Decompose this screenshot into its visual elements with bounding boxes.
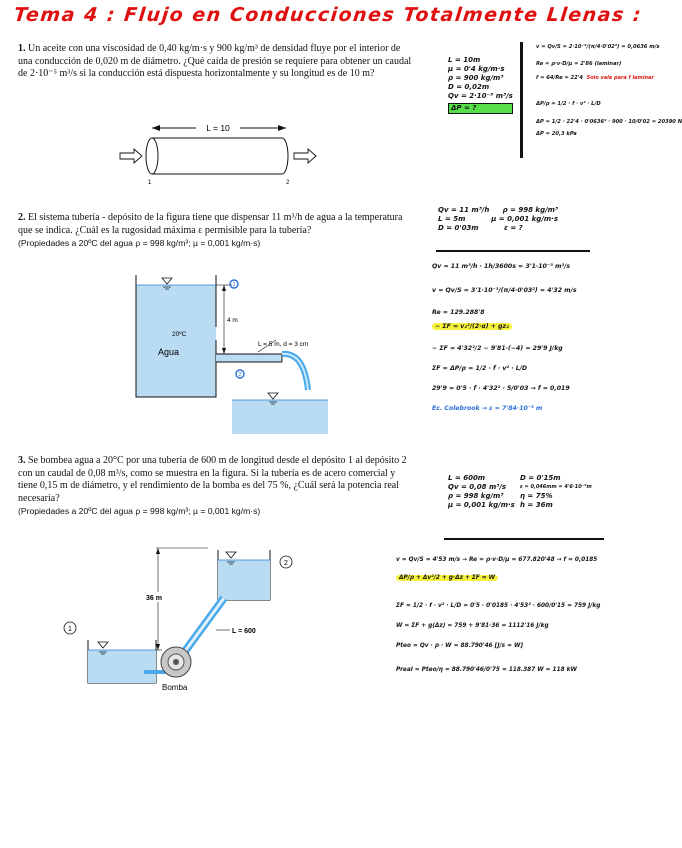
problem-3-properties: (Propiedades a 20ºC del agua ρ = 998 kg/m³; µ = 0,001 kg/m·s) — [18, 506, 261, 516]
pipe-spec-label: L = 5 m, d = 3 cm — [258, 341, 309, 348]
figure-pipe-1 — [118, 118, 318, 186]
pump-label: Bomba — [162, 683, 188, 692]
note-rule-3 — [444, 538, 604, 540]
p2-point-2: 2 — [238, 372, 242, 378]
p2-data-notes: Qv = 11 m³/h ρ = 998 kg/m³ L = 5m µ = 0,001 kg/m·s D = 0'03m ε = ? — [438, 206, 558, 232]
problem-3-text: Se bombea agua a 20°C por una tubería de 600 m de longitud desde el depósito 1 al depósito 2 con un caudal de 0,08 m³/s, como se muestra en la figura. Si la tubería es de acero comercial y tiene 0,15 m de diámetro, y el rendimiento de la bomba es del 75 %, ¿Cuál será la potencia real necesaria? — [18, 455, 407, 504]
figure-tank-pipe — [128, 270, 328, 442]
height-36m-label: 36 m — [146, 595, 162, 602]
figure-pump-system — [58, 548, 308, 696]
problem-3-number: 3. — [18, 455, 26, 466]
point-2-label: 2 — [286, 180, 290, 186]
problem-2-properties: (Propiedades a 20ºC del agua ρ = 998 kg/m³; µ = 0,001 kg/m·s) — [18, 238, 261, 248]
problem-1-number: 1. — [18, 43, 26, 54]
page-title: Tema 4 : Flujo en Conducciones Totalmente Llenas : — [12, 4, 644, 26]
pipe-length-600-label: L = 600 — [232, 628, 256, 635]
point-1-label: 1 — [148, 180, 152, 186]
p2-work-notes: Qv = 11 m³/h · 1h/3600s = 3'1·10⁻³ m³/s v = Qv/S = 3'1·10⁻³/(π/4·0'03²) = 4'32 m/s Re = 129.288'8 − ΣF = v₂²/(2·α) + gz₂ − ΣF = 4'32²/2 − 9'81·(−4) = 29'9 J/kg ΣF = ΔP/ρ = 1/2 · f · v² · L/D 29'9 = 0'5 · f · 4'32² · 5/0'03 → f = 0,019 Ec. Colebrook → ε = 7'84·10⁻⁵ m — [432, 263, 577, 412]
fluid-label: Agua — [158, 347, 180, 357]
problem-2-text: El sistema tubería - depósito de la figura tiene que dispensar 11 m³/h de agua a la temperatura que se indica. ¿Cuál es la rugosidad máxima ε permisible para la tubería? — [18, 212, 403, 236]
temp-label: 20ºC — [172, 331, 187, 338]
note-divider — [520, 42, 523, 158]
problem-2-number: 2. — [18, 212, 26, 223]
answer-box: ΔP = ? — [448, 103, 513, 114]
note-rule — [436, 250, 590, 252]
problem-2-statement — [18, 212, 413, 251]
height-4m-label: 4 m — [227, 317, 238, 324]
pipe-length-label: L = 10 — [206, 123, 230, 133]
problem-1-statement — [18, 43, 413, 81]
p3-work-notes: v = Qv/S = 4'53 m/s → Re = ρ·v·D/µ = 677.820'48 → f = 0,0185 ΔP/ρ + Δv²/2 + g·Δz + ΣF = W ΣF = 1/2 · f · v² · L/D = 0'5 · 0'0185 · 4'53² · 600/0'15 = 759 J/kg W = ΣF + g(Δz) = 759 + 9'81·36 = 1112'16 J/kg Pteo = Qv · ρ · W = 88.790'46 [J/s = W] Preal = Pteo/η = 88.790'46/0'75 = 118.387 W = 118 kW — [396, 557, 601, 673]
problem-1-text: Un aceite con una viscosidad de 0,40 kg/m·s y 900 kg/m³ de densidad fluye por el interior de una conducción de 0,020 m de diámetro. ¿Qué caída de presión se requiere para obtener un caudal de 2·10⁻⁵ m³/s si la conducción está dispuesta horizontalmente y su longitud es de 10 m? — [18, 43, 412, 79]
p1-data-notes: L = 10m µ = 0'4 kg/m·s ρ = 900 kg/m³ D = 0,02m Qv = 2·10⁻⁵ m³/s ΔP = ? — [448, 56, 513, 112]
problem-3-statement — [18, 455, 413, 519]
p3-point-2: 2 — [284, 560, 288, 567]
p3-point-1: 1 — [68, 626, 72, 633]
p2-point-1: 1 — [232, 282, 236, 288]
p1-work-notes: v = Qv/S = 2·10⁻⁵/(π/4·0'02²) = 0,0636 m/s Re = ρ·v·D/µ = 2'86 (laminar) f = 64/Re = 22'4 Solo vale para f laminar ΔP/ρ = 1/2 · f · v² · L/D ΔP = 1/2 · 22'4 · 0'0636² · 900 · 10/0'02 = 20390 N ΔP = 20,3 kPa — [536, 44, 682, 137]
p3-data-notes: L = 600m D = 0'15m Qv = 0,08 m³/s ε = 0,046mm = 4'6·10⁻⁵m ρ = 998 kg/m³ η = 75% µ = 0,001 kg/m·s h = 36m — [448, 474, 592, 509]
